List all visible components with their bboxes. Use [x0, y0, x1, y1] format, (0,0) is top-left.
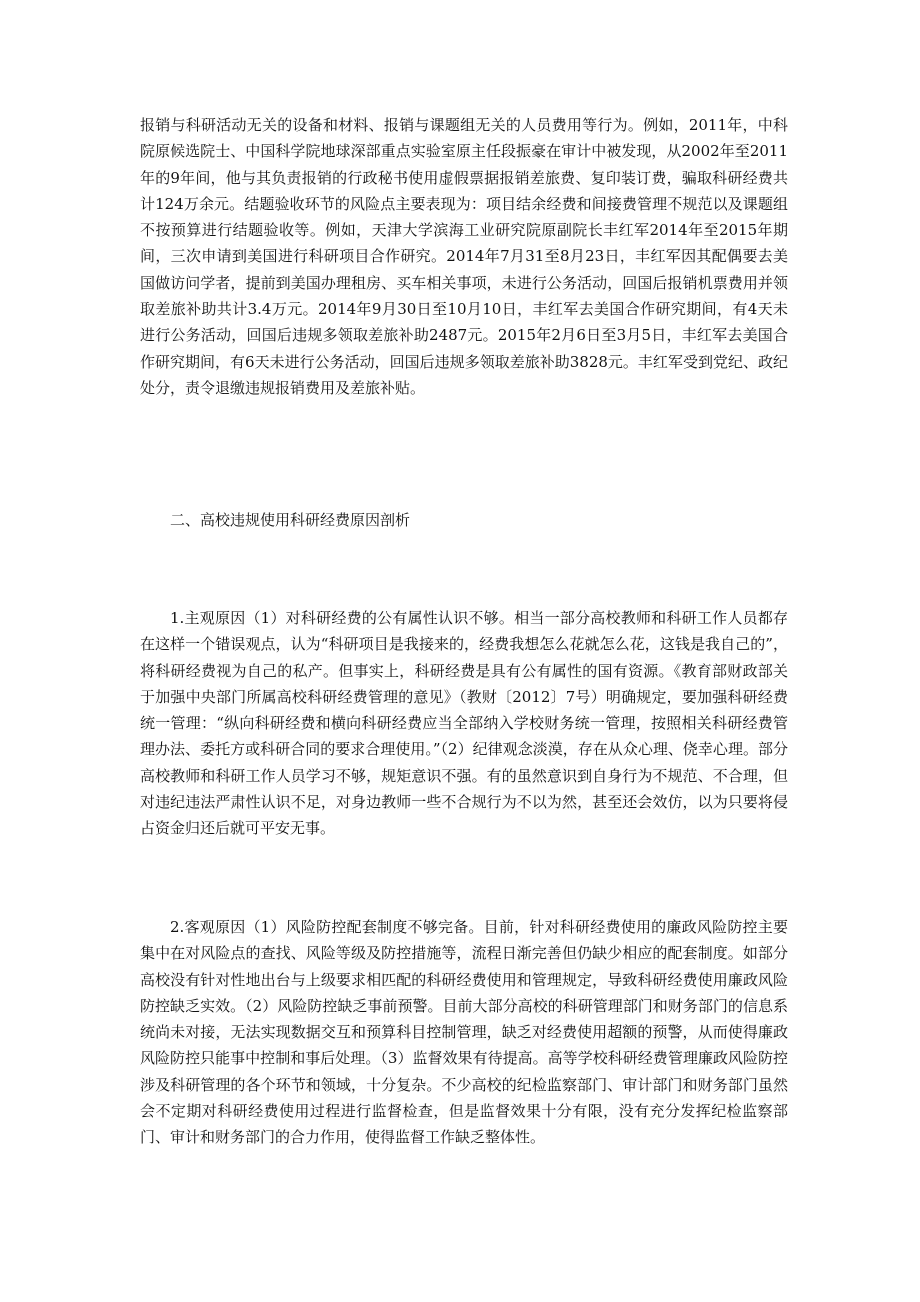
section-heading-causes: 二、高校违规使用科研经费原因剖析 — [170, 511, 411, 529]
paragraph-objective-causes: 2.客观原因（1）风险防控配套制度不够完备。目前，针对科研经费使用的廉政风险防控主要集中在对风险点的查找、风险等级及防控措施等，流程日渐完善但仍缺少相应的配套制度。如部分高校没有针对性地出台与上级要求相匹配的科研经费使用和管理规定，导致科研经费使用廉政风险防控缺乏实效。（2）风险防控缺乏事前预警。目前大部分高校的科研管理部门和财务部门的信息系统尚未对接，无法实现数据交互和预算科目控制管理，缺乏对经费使用超额的预警，从而使得廉政风险防控只能事中控制和事后处理。（3）监督效果有待提高。高等学校科研经费管理廉政风险防控涉及科研管理的各个环节和领域，十分复杂。不少高校的纪检监察部门、审计部门和财务部门虽然会不定期对科研经费使用过程进行监督检查，但是监督效果十分有限，没有充分发挥纪检监察部门、审计和财务部门的合力作用，使得监督工作缺乏整体性。 — [140, 918, 788, 1147]
paragraph-audit-cases: 报销与科研活动无关的设备和材料、报销与课题组无关的人员费用等行为。例如，2011年，中科院原候选院士、中国科学院地球深部重点实验室原主任段振豪在审计中被发现，从2002年至2011年的9年间，他与其负责报销的行政秘书使用虚假票据报销差旅费、复印装订费，骗取科研经费共计124万余元。结题验收环节的风险点主要表现为：项目结余经费和间接费管理不规范以及课题组不按预算进行结题验收等。例如，天津大学滨海工业研究院原副院长丰红军2014年至2015年期间，三次申请到美国进行科研项目合作研究。2014年7月31至8月23日，丰红军因其配偶要去美国做访问学者，提前到美国办理租房、买车相关事项，未进行公务活动，回国后报销机票费用并领取差旅补助共计3.4万元。2014年9月30日至10月10日，丰红军去美国合作研究期间，有4天未进行公务活动，回国后违规多领取差旅补助2487元。2015年2月6日至3月5日，丰红军去美国合作研究期间，有6天未进行公务活动，回国后违规多领取差旅补助3828元。丰红军受到党纪、政纪处分，责令退缴违规报销费用及差旅补贴。 — [140, 116, 788, 397]
paragraph-subjective-causes: 1.主观原因（1）对科研经费的公有属性认识不够。相当一部分高校教师和科研工作人员都存在这样一个错误观点，认为“科研项目是我接来的，经费我想怎么花就怎么花，这钱是我自己的”，将科研经费视为自己的私产。但事实上，科研经费是具有公有属性的国有资源。《教育部财政部关于加强中央部门所属高校科研经费管理的意见》（教财〔2012〕7号）明确规定，要加强科研经费统一管理：“纵向科研经费和横向科研经费应当全部纳入学校财务统一管理，按照相关科研经费管理办法、委托方或科研合同的要求合理使用。”（2）纪律观念淡漠，存在从众心理、侥幸心理。部分高校教师和科研工作人员学习不够，规矩意识不强。有的虽然意识到自身行为不规范、不合理，但对违纪违法严肃性认识不足，对身边教师一些不合规行为不以为然，甚至还会效仿，以为只要将侵占资金归还后就可平安无事。 — [140, 609, 788, 838]
